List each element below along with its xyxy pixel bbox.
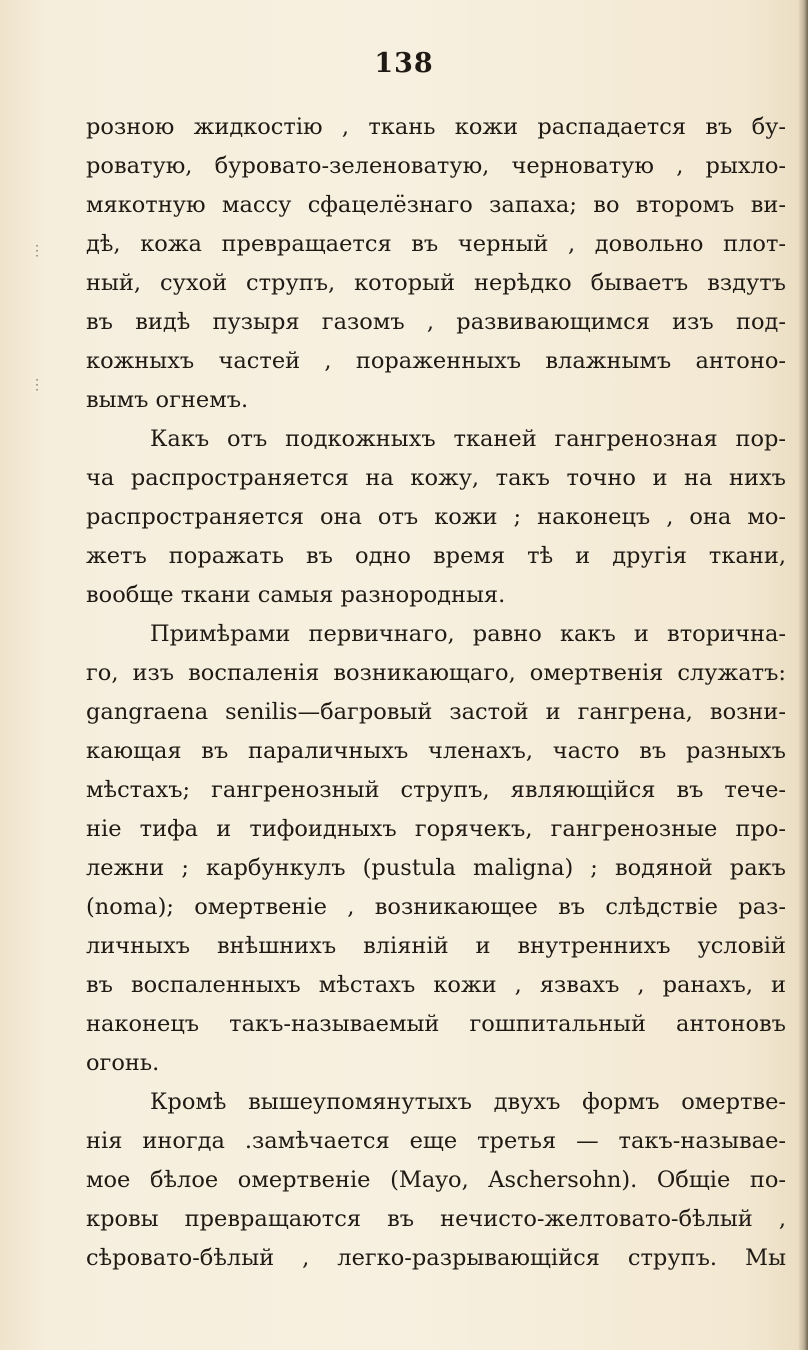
text-line: розною жидкостію , ткань кожи распадается въ бу- <box>86 114 786 140</box>
text-line: огонь. <box>86 1050 160 1076</box>
text-line: вообще ткани самыя разнородныя. <box>86 582 506 608</box>
text-line: Какъ отъ подкожныхъ тканей гангренозная пор- <box>150 426 786 452</box>
page-number: 138 <box>374 48 434 79</box>
body-text <box>86 108 786 1278</box>
text-line: Кромѣ вышеупомянутыхъ двухъ формъ омертве- <box>150 1089 786 1115</box>
text-line: въ видѣ пузыря газомъ , развивающимся изъ под- <box>86 309 786 335</box>
text-line: gangraena senilis—багровый застой и гангрена, возни- <box>86 699 786 725</box>
text-line: личныхъ внѣшнихъ вліяній и внутреннихъ условій <box>86 933 786 959</box>
page-edge-shadow <box>798 0 808 1350</box>
text-line: кровы превращаются въ нечисто-желтовато-бѣлый , <box>86 1206 786 1232</box>
text-line: наконецъ такъ-называемый гошпитальный антоновъ <box>86 1011 786 1037</box>
text-line: кожныхъ частей , пораженныхъ влажнымъ антоно- <box>86 348 786 374</box>
text-line: нія иногда .замѣчается еще третья — такъ-называе- <box>86 1128 786 1154</box>
text-line: мякотную массу сфацелёзнаго запаха; во второмъ ви- <box>86 192 786 218</box>
text-line: ный, сухой струпъ, который нерѣдко бываетъ вздутъ <box>86 270 786 296</box>
text-line: кающая въ параличныхъ членахъ, часто въ разныхъ <box>86 738 786 764</box>
text-line: ча распространяется на кожу, такъ точно и на нихъ <box>86 465 786 491</box>
text-line: мое бѣлое омертвеніе (Mayo, Aschersohn). Общіе по- <box>86 1167 786 1193</box>
text-line: (noma); омертвеніе , возникающее въ слѣдствіе раз- <box>86 894 786 920</box>
text-line: распространяется она отъ кожи ; наконецъ , она мо- <box>86 504 786 530</box>
text-line: дѣ, кожа превращается въ черный , довольно плот- <box>86 231 786 257</box>
text-line: въ воспаленныхъ мѣстахъ кожи , язвахъ , ранахъ, и <box>86 972 786 998</box>
text-line: роватую, буровато-зеленоватую, черноватую , рыхло- <box>86 153 786 179</box>
margin-mark: ⋮ <box>30 243 44 259</box>
text-line: ніе тифа и тифоидныхъ горячекъ, гангренозные про- <box>86 816 786 842</box>
margin-mark: ⋮ <box>30 377 44 393</box>
text-line: сѣровато-бѣлый , легко-разрывающійся струпъ. Мы <box>86 1245 786 1271</box>
text-line: Примѣрами первичнаго, равно какъ и вторична- <box>150 621 786 647</box>
text-line: лежни ; карбункулъ (pustula maligna) ; водяной ракъ <box>86 855 786 881</box>
text-line: го, изъ воспаленія возникающаго, омертвенія служатъ: <box>86 660 786 686</box>
text-line: вымъ огнемъ. <box>86 387 249 413</box>
text-line: мѣстахъ; гангренозный струпъ, являющійся въ тече- <box>86 777 786 803</box>
text-line: жетъ поражать въ одно время тѣ и другія ткани, <box>86 543 786 569</box>
